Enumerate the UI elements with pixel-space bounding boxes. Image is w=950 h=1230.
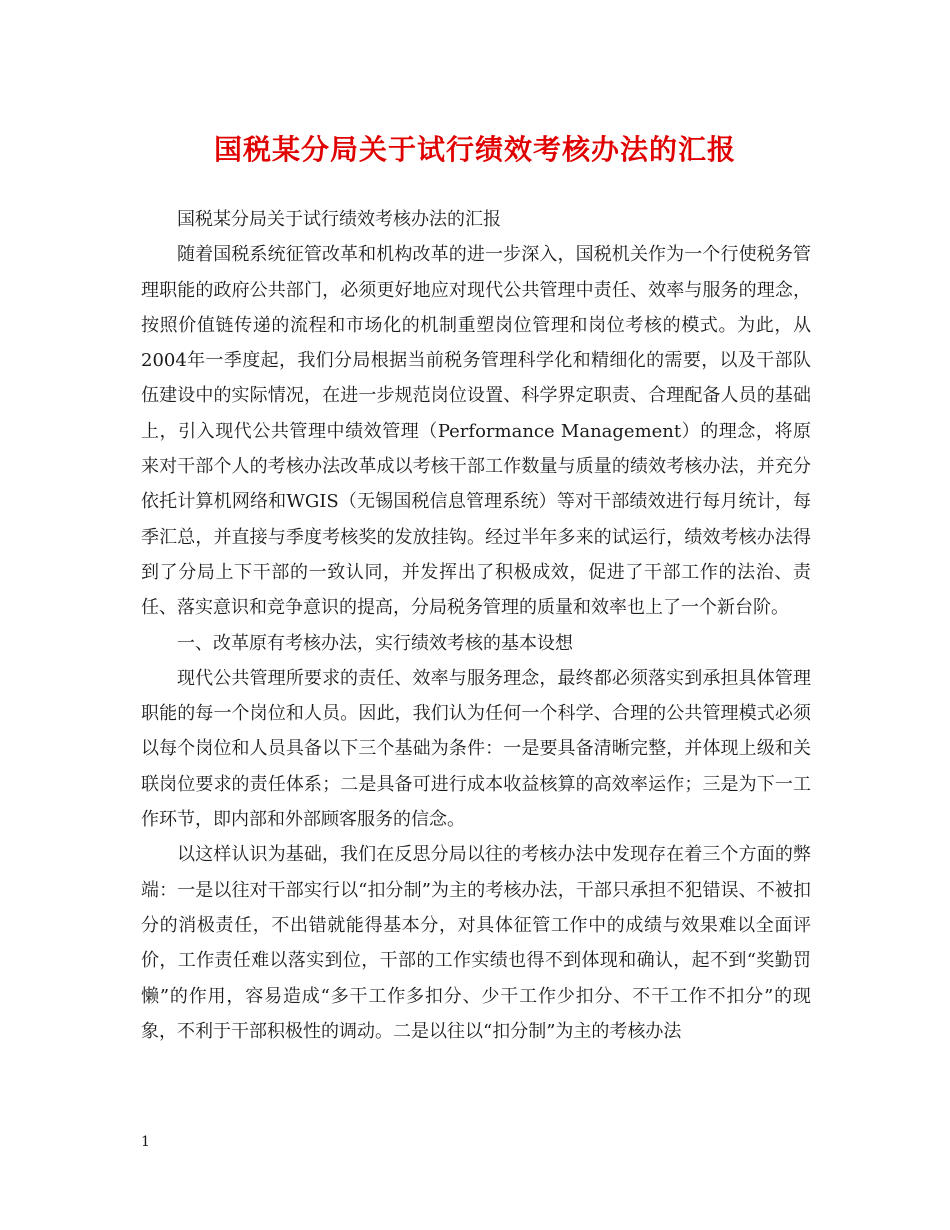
document-title: 国税某分局关于试行绩效考核办法的汇报 — [213, 133, 736, 166]
paragraph-intro: 随着国税系统征管改革和机构改革的进一步深入，国税机关作为一个行使税务管理职能的政府公共部门，必须更好地应对现代公共管理中责任、效率与服务的理念，按照价值链传递的流程和市场化的机制重塑岗位管理和岗位考核的模式。为此，从2004年一季度起，我们分局根据当前税务管理科学化和精细化的需要，以及干部队伍建设中的实际情况，在进一步规范岗位设置、科学界定职责、合理配备人员的基础上，引入现代公共管理中绩效管理（Performance Management）的理念，将原来对干部个人的考核办法改革成以考核干部工作数量与质量的绩效考核办法，并充分依托计算机网络和WGIS（无锡国税信息管理系统）等对干部绩效进行每月统计，每季汇总，并直接与季度考核奖的发放挂钩。经过半年多来的试运行，绩效考核办法得到了分局上下干部的一致认同，并发挥出了积极成效，促进了干部工作的法治、责任、落实意识和竞争意识的提高，分局税务管理的质量和效率也上了一个新台阶。 — [141, 244, 811, 619]
document-body — [141, 202, 811, 1049]
paragraph-heading: 国税某分局关于试行绩效考核办法的汇报 — [177, 209, 501, 230]
paragraph-concept: 现代公共管理所要求的责任、效率与服务理念，最终都必须落实到承担具体管理职能的每一个岗位和人员。因此，我们认为任何一个科学、合理的公共管理模式必须以每个岗位和人员具备以下三个基础为条件：一是要具备清晰完整，并体现上级和关联岗位要求的责任体系；二是具备可进行成本收益核算的高效率运作；三是为下一工作环节，即内部和外部顾客服务的信念。 — [141, 667, 811, 831]
page-number: 1 — [141, 1134, 150, 1150]
section-heading-1: 一、改革原有考核办法，实行绩效考核的基本设想 — [177, 632, 573, 654]
paragraph-drawbacks: 以这样认识为基础，我们在反思分局以往的考核办法中发现存在着三个方面的弊端：一是以往对干部实行以“扣分制”为主的考核办法，干部只承担不犯错误、不被扣分的消极责任，不出错就能得基本分，对具体征管工作中的成绩与效果难以全面评价，工作责任难以落实到位，干部的工作实绩也得不到体现和确认，起不到“奖勤罚懒”的作用，容易造成“多干工作多扣分、少干工作少扣分、不干工作不扣分”的现象，不利于干部积极性的调动。二是以往以“扣分制”为主的考核办法 — [141, 844, 811, 1042]
